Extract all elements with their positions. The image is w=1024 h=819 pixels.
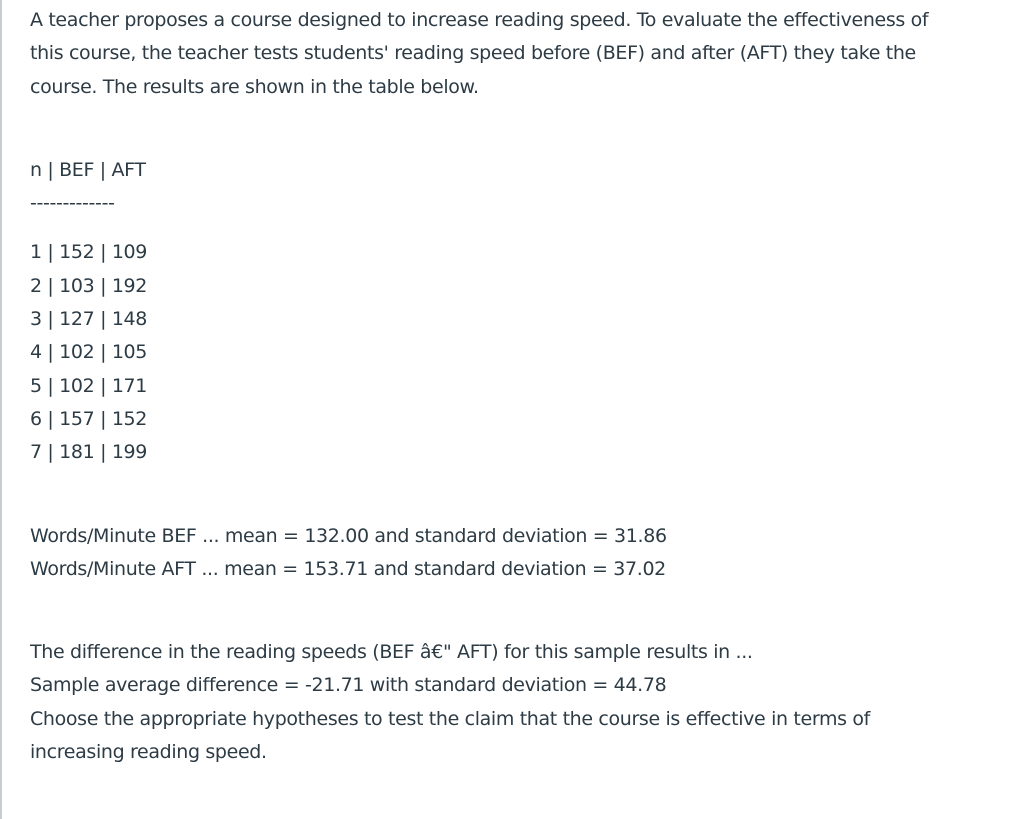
table-row: 7 | 181 | 199 [30, 441, 148, 464]
intro-line-1: A teacher proposes a course designed to increase reading speed. To evaluate the effectiveness of [30, 9, 929, 31]
table-row: 6 | 157 | 152 [30, 407, 148, 430]
table-row: 3 | 127 | 148 [30, 308, 148, 331]
difference-line-3: Choose the appropriate hypotheses to test the claim that the course is effective in terms of [30, 707, 870, 730]
stats-aft: Words/Minute AFT ... mean = 153.71 and standard deviation = 37.02 [30, 557, 666, 580]
table-row: 2 | 103 | 192 [30, 274, 148, 297]
intro-line-2: this course, the teacher tests students' reading speed before (BEF) and after (AFT) they take the [30, 42, 916, 65]
table-header: n | BEF | AFT [30, 158, 146, 181]
spacer [30, 220, 1000, 236]
table-row: 4 | 102 | 105 [30, 341, 148, 364]
table-row: 1 | 152 | 109 [30, 241, 148, 264]
spacer [30, 586, 1000, 636]
intro-line-3: course. The results are shown in the table below. [30, 75, 479, 98]
difference-line-2: Sample average difference = -21.71 with standard deviation = 44.78 [30, 674, 667, 697]
question-text [30, 4, 1000, 769]
difference-line-4: increasing reading speed. [30, 741, 267, 764]
spacer [30, 104, 1000, 154]
spacer [30, 470, 1000, 520]
difference-line-1: The difference in the reading speeds (BEF â€" AFT) for this sample results in ... [30, 641, 753, 664]
left-border [0, 0, 2, 819]
stats-bef: Words/Minute BEF ... mean = 132.00 and standard deviation = 31.86 [30, 524, 667, 547]
table-row: 5 | 102 | 171 [30, 374, 148, 397]
table-separator: ------------- [30, 192, 115, 215]
